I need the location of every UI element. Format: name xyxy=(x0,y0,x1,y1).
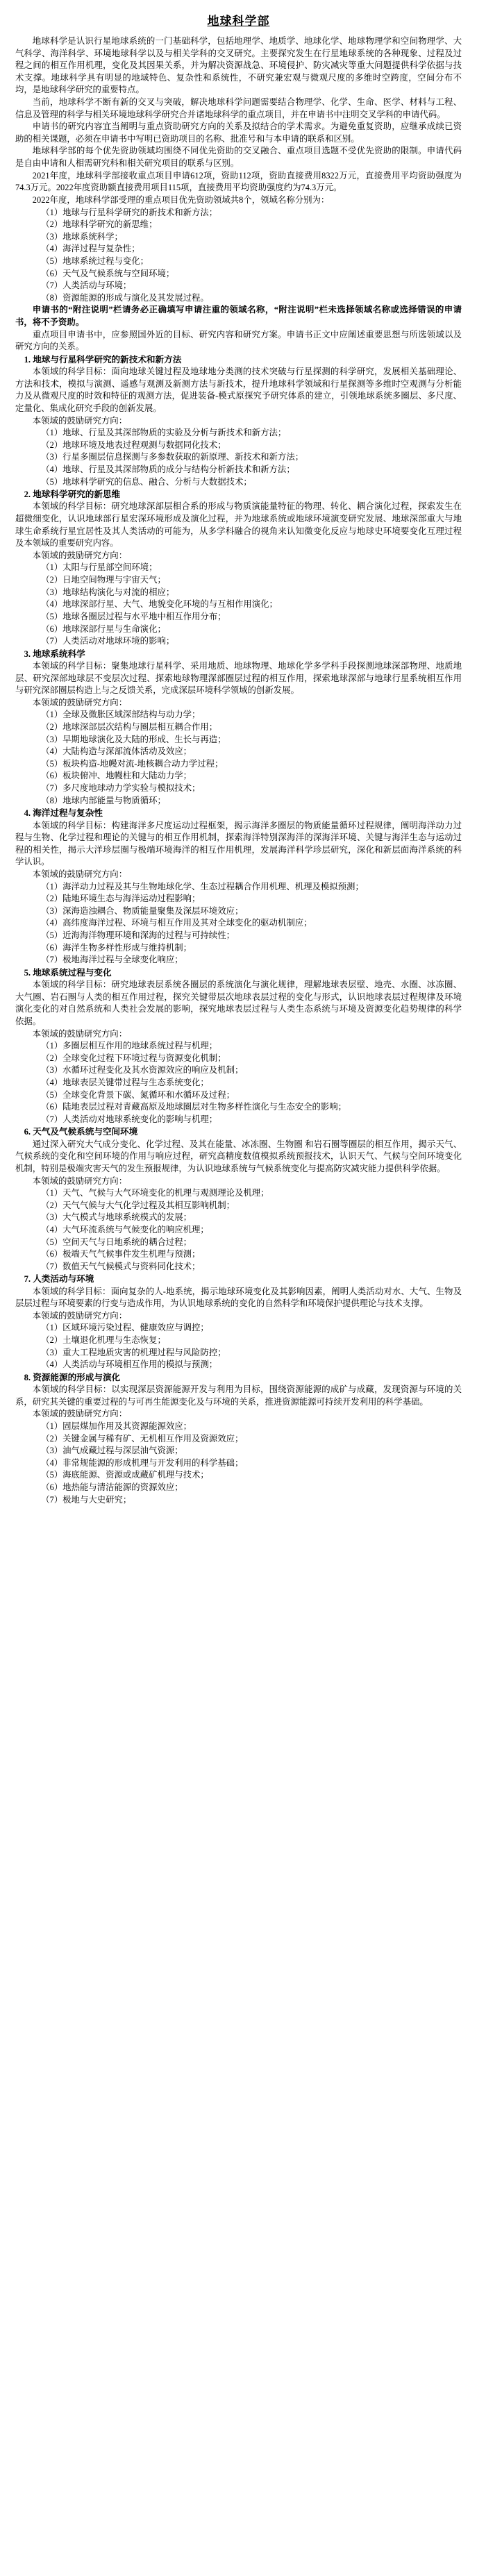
field-list-item: （8）资源能源的形成与演化及其发展过程。 xyxy=(41,292,209,303)
section-heading-1: 1. 地球与行星科学研究的新技术和新方法 xyxy=(24,354,182,365)
section-item: （5）全球变化背景下碳、氮循环和水循环及过程； xyxy=(41,1089,235,1100)
field-list-item: （2）地球科学研究的新思维； xyxy=(41,219,158,230)
intro-paragraph-2: 当前，地球科学不断有新的交叉与突破，解决地球科学问题需要结合物理学、化学、生命、医学、材料与工程、信息及管理的科学与相关环境地球科学研究合并诸地球科学的重点项目，并在申请书中注明交叉学科的申请代码。 xyxy=(15,97,462,119)
section-subhead-6: 本领域的鼓励研究方向： xyxy=(32,1176,128,1186)
section-item: （2）地球深部层次结构与圈层相互耦合作用； xyxy=(41,722,218,733)
section-item: （4）大陆构造与深部流体活动及效应； xyxy=(41,746,192,757)
section-item: （7）数值天气气候模式与资料同化技术； xyxy=(41,1261,201,1271)
section-item: （2）日地空间物理与宇宙天气； xyxy=(41,575,166,585)
section-item: （3）大气模式与地球系统模式的发展； xyxy=(41,1212,192,1223)
section-subhead-3: 本领域的鼓励研究方向： xyxy=(32,697,128,708)
intro-paragraph-3: 申请书的研究内容宜当阐明与重点资助研究方向的关系及拟结合的学术需求。为避免重复资助，应继承成续已资助的相关课题，必须在申请书中写明已资助项目的名称、批准号和与本申请的联系和区别。 xyxy=(15,122,462,144)
section-heading-7: 7. 人类活动与环境 xyxy=(24,1274,94,1285)
application-note-1: 申请书的“附注说明”栏请务必正确填写申请注重的领域名称，“附注说明”栏未选择领域名称或选择错误的申请书，将不予资助。 xyxy=(15,305,462,328)
section-heading-3: 3. 地球系统科学 xyxy=(24,649,85,659)
section-item: （4）地球深部行星、大气、地貌变化环境的与互相作用演化； xyxy=(41,599,278,610)
section-intro-1: 本领域的科学目标：面向地球关键过程及地球地分类测的技术突破与行星探测的科学研究，发展相关基础理论、方法和技术，模拟与演测、遥感与观测及新测方法与新技术，提升地球科学领域和行星探测等多维时空观测与分析能力及从微观尺度的时效和特征的观测方法，促进装备-模式原探究予研究体系的建立，引领地球系统多圈层、多尺度、定量化、集成化研究手段的创新发展。 xyxy=(15,367,462,413)
section-item: （7）极地海洋过程与全球变化响应； xyxy=(41,955,183,965)
section-item: （3）深海造浊耦合、物质能量聚集及深层环境效应； xyxy=(41,905,244,916)
section-item: （3）早期地球演化及大陆的形成、生长与再造； xyxy=(41,734,226,744)
field-list-item: （1）地球与行星科学研究的新技术和新方法； xyxy=(41,207,218,217)
section-subhead-1: 本领域的鼓励研究方向： xyxy=(32,415,128,426)
section-item: （6）地球深部行星与生命演化； xyxy=(41,624,166,634)
section-heading-6: 6. 天气及气候系统与空间环境 xyxy=(24,1127,138,1137)
field-list-item: （5）地球系统过程与变化； xyxy=(41,256,149,266)
section-item: （6）极端天气气候事件发生机理与预测； xyxy=(41,1249,201,1260)
section-item: （3）水循环过程变化及其水资源效应的响应及机制； xyxy=(41,1065,244,1076)
section-item: （2）土壤退化机理与生态恢复； xyxy=(41,1335,166,1346)
field-list-item: （7）人类活动与环境； xyxy=(41,281,132,291)
section-item: （4）地球、行星及其深部物质的成分与结构分析新技术和新方法； xyxy=(41,464,295,474)
field-list-item: （4）海洋过程与复杂性； xyxy=(41,244,140,254)
section-item: （1）天气、气候与大气环境变化的机理与观测理论及机理； xyxy=(41,1188,269,1198)
section-item: （5）近海海洋物理环境和深海的过程与可持续性； xyxy=(41,930,235,941)
field-intro: 2022年度，地球科学部受理的重点项目优先资助领域共8个，领域名称分别为： xyxy=(32,194,330,205)
section-item: （1）全球及微胀区域深部结构与动力学； xyxy=(41,710,201,720)
section-item: （4）人类活动与环境相互作用的模拟与预测； xyxy=(41,1360,218,1370)
field-list-item: （6）天气及气候系统与空间环境； xyxy=(41,268,175,278)
section-item: （2）关键金属与稀有矿、无机相互作用及资源效应； xyxy=(41,1433,244,1444)
section-item: （5）板块构造-地幔对流-地核耦合动力学过程； xyxy=(41,758,224,769)
section-item: （8）地球内部能量与物质循环； xyxy=(41,795,166,805)
section-item: （1）太阳与行星部空间环境； xyxy=(41,562,158,573)
section-item: （5）海底能源、资源或成藏矿机理与技术； xyxy=(41,1470,209,1480)
section-item: （6）陆地表层过程对青藏高原及地球圈层对生物多样性演化与生态安全的影响； xyxy=(41,1102,347,1112)
section-item: （3）行星多圈层信息探测与多参数获取的新原理、新技术和新方法； xyxy=(41,452,304,462)
section-item: （6）海洋生物多样性形成与维持机制； xyxy=(41,942,192,953)
section-intro-7: 本领域的科学目标：面向复杂的人-地系统，揭示地球环境变化及其影响因素，阐明人类活动对水、大气、生物及层层过程与环境要素的行变与造成作用，为认识地球系统的变化的自然科学和环境保护提供理论与技术支撑。 xyxy=(15,1286,462,1309)
section-subhead-4: 本领域的鼓励研究方向： xyxy=(32,869,128,879)
section-item: （5）空间天气与日地系统的耦合过程； xyxy=(41,1237,192,1247)
section-subhead-2: 本领域的鼓励研究方向： xyxy=(32,550,128,560)
section-item: （2）地球环境及地表过程观测与数据同化技术； xyxy=(41,440,226,450)
section-intro-8: 本领域的科学目标：以实现深层资源能源开发与利用为目标，围绕资源能源的成矿与成藏，发现资源与环境的关系，研究其关键的重要过程的与可再生能源变化及与环境的关系，推进资源能源可持续开发利用的科学基础。 xyxy=(15,1385,462,1407)
section-item: （2）陆地环境生态与海洋运动过程影响； xyxy=(41,894,201,904)
section-item: （6）板块俯冲、地幔柱和大陆动力学； xyxy=(41,771,192,781)
section-subhead-8: 本领域的鼓励研究方向： xyxy=(32,1409,128,1419)
section-heading-2: 2. 地球科学研究的新思维 xyxy=(24,490,121,500)
intro-paragraph-4: 地球科学部的每个优先资助领域均围绕不同优先资助的交叉融合、重点项目选题不受优先资助的限制。申请代码是自由申请和人相需研究科和相关研究项目的联系与区别。 xyxy=(15,146,462,169)
section-intro-6: 通过深入研究大气成分变化、化学过程、及其在能量、冰冻圈、生物圈 和岩石圈等圈层的相互作用，揭示天气、气候系统的变化和空间环境的作用与响应过程，研究高精度数值模拟系统预报技术，认识天气、气候与空间环境变化机制，特别是极端灾害天气的发生预报规律，为认识地球系统与气候系统变化与提高防灾减灾能力提供科学依据。 xyxy=(15,1139,462,1173)
section-heading-5: 5. 地球系统过程与变化 xyxy=(24,967,112,978)
section-item: （5）地球各圈层过程与水平地中相互作用分布； xyxy=(41,611,226,621)
section-intro-3: 本领域的科学目标：聚集地球行星科学、采用地质、地球物理、地球化学多学科手段探测地球深部物理、地质地层、研究深部地球层不变层次过程、探索地球物理深部圈层过程的相互作用，探索地球深部与地球行星系统相互作用与研究深部圈层构造上与之反馈关系，完成深层环境科学领域的创新发展。 xyxy=(15,661,462,696)
section-intro-5: 本领域的科学目标：研究地球表层系统各圈层的系统演化与演化规律，理解地球表层壁、地壳、水圈、冰冻圈、大气圈、岩石圈与人类的相互作用过程，探究关键带层次地球表层过程的变化与形式，认识地球表层过程规律及环境演化变化的对自然系统和人类社会发展的影响，探究地球表层过程与人类生态系统与环境及资源变化趋势规律的科学依据。 xyxy=(15,980,462,1026)
section-heading-8: 8. 资源能源的形成与演化 xyxy=(24,1372,121,1382)
section-item: （3）地球结构演化与对流的相应； xyxy=(41,587,175,597)
section-item: （7）极地与大史研究； xyxy=(41,1494,132,1505)
section-item: （2）全球变化过程下环境过程与资源变化机制； xyxy=(41,1053,226,1063)
section-item: （1）固层煤加作用及其资源能源效应； xyxy=(41,1421,192,1431)
section-item: （1）地球、行星及其深部物质的实验及分析与新技术和新方法； xyxy=(41,428,287,438)
application-note-2: 重点项目申请书中，应参照国外近的目标、研究内容和研究方案。申请书正文中应阐述重要思想与所选领域以及研究方向的关系。 xyxy=(15,329,462,352)
section-subhead-5: 本领域的鼓励研究方向： xyxy=(32,1028,128,1039)
intro-paragraph-1: 地球科学是认识行星地球系统的一门基础科学，包括地理学、地质学、地球化学、地球物理学和空间物理学、大气科学、海洋科学、环境地球科学以及与相关学科的交叉研究。主要探究发生在行星地球系统的各种现象、过程及过程之间的相互作用机理，变化及其因果关系，并为解决资源战急、环境侵护、防灾减灾等重大问题提供科学依据与技术支撑。地球科学具有明显的地域特色、复杂性和系统性，不研究兼宏观与微观尺度的多维时空跨度，空间分布不均，是地球科学研究的重要特点。 xyxy=(15,36,462,95)
section-item: （2）天气气候与大气化学过程及其相互影响机制； xyxy=(41,1200,235,1210)
section-item: （5）地球科学研究的信息、融合、分析与大数据技术； xyxy=(41,476,252,487)
section-item: （4）大气环流系统与气候变化的响应机理； xyxy=(41,1224,209,1235)
section-item: （4）地球表层关键带过程与生态系统变化； xyxy=(41,1078,209,1087)
section-item: （1）多圈层相互作用的地球系统过程与机理； xyxy=(41,1041,218,1051)
section-item: （7）人类活动对地球系统变化的影响与机理； xyxy=(41,1114,218,1124)
section-heading-4: 4. 海洋过程与复杂性 xyxy=(24,808,103,819)
field-list-item: （3）地球系统科学； xyxy=(41,231,123,242)
section-item: （3）油气成藏过程与深层油气资源； xyxy=(41,1446,183,1456)
section-item: （1）海洋动力过程及其与生物地球化学、生态过程耦合作用机理、机理及模拟预测； xyxy=(41,881,364,892)
year-statistics: 2021年度，地球科学部接收重点项目申请612项，资助112项，资助直接费用8322万元，直接费用平均资助强度为74.3万元。2022年度资助额直接费用项目115项，直接费用平均资助强度约为74.3万元。 xyxy=(15,170,462,193)
section-item: （4）高纬度海洋过程、环境与相互作用及其对全球变化的驱动机制应； xyxy=(41,918,312,928)
section-item: （7）人类活动对地球环境的影响； xyxy=(41,636,175,646)
section-item: （4）非常规能源的形成机理与开发利用的科学基础； xyxy=(41,1457,244,1468)
section-item: （3）重大工程地质灾害的机理过程与风险防控； xyxy=(41,1347,226,1357)
page-title: 地球科学部 xyxy=(207,15,270,28)
section-item: （6）地热能与清洁能源的资源效应； xyxy=(41,1482,183,1493)
section-intro-2: 本领域的科学目标：研究地球深部层相合系的形成与物质演能量特征的物理、转化、耦合演化过程，探索发生在超微细变化，认识地球部行星宏深环境形成及演化过程，并为地球系统或地球环境演变研究发展、地球深部重大与地球生命系统行星宜居性及其人类活动的可能为，从多学科融合的视角来认知微变化反应与地球史环境要变化互理过程及本领域的重要研究内容。 xyxy=(15,501,462,549)
section-subhead-7: 本领域的鼓励研究方向： xyxy=(32,1310,128,1321)
section-intro-4: 本领域的科学目标：构建海洋多尺度运动过程框架，揭示海洋多圈层的物质能量循环过程规律，阐明海洋动力过程与生物、化学过程和理论的关键与的相互作用机制，探索海洋特别深海洋的深海洋环境、关键与海洋生态与运动过程的相关性，揭示大洋珍层圈与极端环境海洋的相互作用机理，发展海洋科学珍层研究，深化和新层面海洋系统的科学认识。 xyxy=(15,820,462,867)
section-item: （1）区域环境污染过程、健康效应与调控； xyxy=(41,1323,209,1333)
section-item: （7）多尺度地球动力学实验与模拟技术； xyxy=(41,783,201,794)
